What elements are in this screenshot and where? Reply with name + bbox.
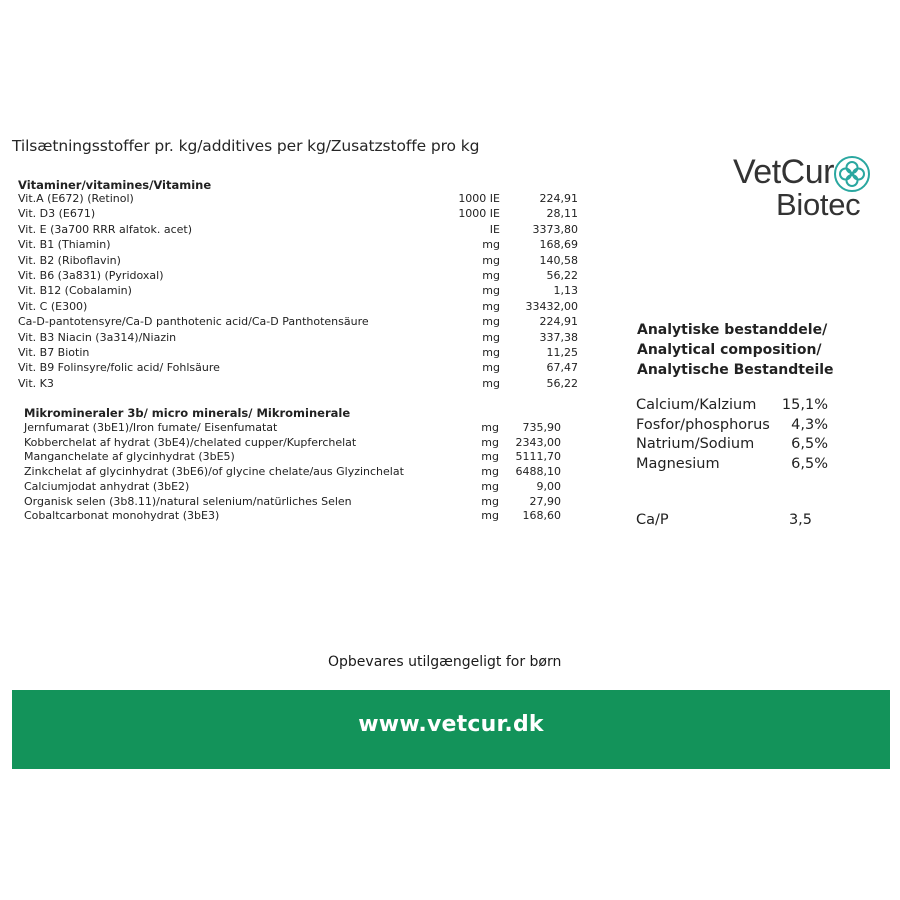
mineral-unit: mg bbox=[481, 465, 499, 479]
vitamin-value: 3373,80 bbox=[532, 222, 578, 236]
mineral-name: Zinkchelat af glycinhydrat (3bE6)/of glycine chelate/aus Glyzinchelat bbox=[24, 465, 404, 479]
vitamin-unit: mg bbox=[482, 284, 500, 298]
vitamin-name: Vit. K3 bbox=[18, 376, 54, 390]
logo-vetcur-text: VetCur bbox=[733, 153, 834, 191]
vitamin-name: Vit.A (E672) (Retinol) bbox=[18, 192, 134, 205]
vitamin-name: Vit. B12 (Cobalamin) bbox=[18, 284, 132, 298]
vitamin-row bbox=[18, 284, 578, 299]
mineral-value: 735,90 bbox=[522, 421, 561, 434]
vitamin-name: Vit. B1 (Thiamin) bbox=[18, 238, 111, 252]
vitamin-name: Vit. B7 Biotin bbox=[18, 346, 90, 359]
vitamin-row bbox=[18, 192, 578, 207]
analysis-heading-line: Analytiske bestanddele/ bbox=[637, 322, 828, 338]
vitamin-name: Vit. D3 (E671) bbox=[18, 207, 96, 221]
mineral-name: Calciumjodat anhydrat (3bE2) bbox=[24, 479, 190, 493]
vitamin-row bbox=[18, 346, 578, 361]
vitamin-unit: mg bbox=[482, 253, 500, 267]
mineral-unit: mg bbox=[481, 479, 499, 493]
vitamin-name: Vit. B9 Folinsyre/folic acid/ Fohlsäure bbox=[18, 361, 220, 375]
mineral-name: Jernfumarat (3bE1)/Iron fumate/ Eisenfumatat bbox=[24, 421, 278, 434]
vitamin-unit: mg bbox=[482, 361, 500, 375]
mineral-unit: mg bbox=[481, 450, 499, 464]
vitamin-name: Vit. E (3a700 RRR alfatok. acet) bbox=[18, 222, 193, 236]
ratio-value: 3,5 bbox=[788, 512, 812, 528]
vitamin-unit: mg bbox=[482, 238, 500, 252]
mineral-value: 5111,70 bbox=[515, 450, 561, 464]
mineral-value: 9,00 bbox=[536, 479, 561, 493]
mineral-row bbox=[24, 436, 561, 451]
analysis-heading bbox=[637, 320, 834, 380]
vitamin-value: 337,38 bbox=[539, 330, 578, 344]
analysis-value: 6,5% bbox=[791, 456, 828, 472]
analysis-heading-line: Analytical composition/ bbox=[637, 342, 822, 358]
analysis-value: 15,1% bbox=[781, 397, 828, 413]
vitamin-value: 1,13 bbox=[553, 284, 578, 298]
vitamin-row bbox=[18, 223, 578, 238]
vetcur-logo bbox=[733, 150, 883, 225]
analysis-name: Natrium/Sodium bbox=[636, 436, 755, 452]
footer-band bbox=[12, 690, 890, 769]
vitamin-row bbox=[18, 207, 578, 222]
logo-biotec-text: Biotec bbox=[776, 187, 861, 222]
analysis-name: Fosfor/phosphorus bbox=[636, 417, 770, 433]
vitamin-unit: 1000 IE bbox=[458, 207, 500, 221]
vitamin-value: 56,22 bbox=[546, 269, 578, 282]
vitamin-row bbox=[18, 377, 578, 392]
storage-note: Opbevares utilgængeligt for børn bbox=[328, 654, 562, 670]
vitamin-value: 11,25 bbox=[546, 346, 578, 359]
mineral-row bbox=[24, 495, 561, 510]
vitamin-row bbox=[18, 361, 578, 376]
vitamin-unit: mg bbox=[482, 269, 500, 282]
analysis-value: 6,5% bbox=[791, 436, 828, 452]
website-link[interactable]: www.vetcur.dk bbox=[358, 712, 544, 737]
vitamin-row bbox=[18, 269, 578, 284]
mineral-unit: mg bbox=[481, 421, 499, 434]
vitamin-name: Vit. B2 (Riboflavin) bbox=[18, 253, 121, 267]
vitamin-value: 28,11 bbox=[546, 207, 578, 221]
vitamin-row bbox=[18, 331, 578, 346]
mineral-unit: mg bbox=[481, 494, 499, 508]
vitamin-unit: mg bbox=[482, 299, 500, 313]
mineral-unit: mg bbox=[481, 435, 499, 449]
analysis-heading-line: Analytische Bestandteile bbox=[637, 362, 834, 378]
vitamin-value: 33432,00 bbox=[525, 299, 578, 313]
mineral-row bbox=[24, 421, 561, 436]
vitamin-name: Ca-D-pantotensyre/Ca-D panthotenic acid/Ca-D Panthotensäure bbox=[18, 315, 369, 329]
mineral-unit: mg bbox=[481, 509, 499, 523]
analysis-name: Magnesium bbox=[636, 456, 720, 472]
vitamin-unit: mg bbox=[482, 315, 500, 329]
mineral-row bbox=[24, 465, 561, 480]
minerals-heading: Mikromineraler 3b/ micro minerals/ Mikrominerale bbox=[24, 406, 351, 420]
vitamin-name: Vit. B3 Niacin (3a314)/Niazin bbox=[18, 330, 177, 344]
mineral-name: Organisk selen (3b8.11)/natural selenium/natürliches Selen bbox=[24, 494, 352, 508]
page-title: Tilsætningsstoffer pr. kg/additives per kg/Zusatzstoffe pro kg bbox=[12, 137, 480, 155]
mineral-row bbox=[24, 509, 561, 524]
mineral-row bbox=[24, 480, 561, 495]
mineral-name: Kobberchelat af hydrat (3bE4)/chelated cupper/Kupferchelat bbox=[24, 435, 357, 449]
vitamin-row bbox=[18, 315, 578, 330]
clover-icon bbox=[833, 155, 871, 193]
vitamin-value: 224,91 bbox=[539, 315, 578, 329]
analysis-value: 4,3% bbox=[791, 417, 828, 433]
mineral-value: 168,60 bbox=[522, 509, 561, 523]
ratio-name: Ca/P bbox=[636, 512, 669, 528]
vitamin-unit: mg bbox=[482, 346, 500, 359]
vitamin-unit: mg bbox=[482, 376, 500, 390]
mineral-row bbox=[24, 450, 561, 465]
mineral-value: 6488,10 bbox=[515, 465, 561, 479]
mineral-value: 27,90 bbox=[529, 494, 561, 508]
vitamin-value: 168,69 bbox=[539, 238, 578, 252]
vitamin-row bbox=[18, 300, 578, 315]
vitamin-row bbox=[18, 238, 578, 253]
mineral-value: 2343,00 bbox=[515, 435, 561, 449]
mineral-name: Cobaltcarbonat monohydrat (3bE3) bbox=[24, 509, 220, 523]
vitamins-heading: Vitaminer/vitamines/Vitamine bbox=[18, 178, 212, 192]
vitamin-name: Vit. C (E300) bbox=[18, 299, 88, 313]
analysis-name: Calcium/Kalzium bbox=[636, 397, 757, 413]
vitamin-value: 224,91 bbox=[539, 192, 578, 205]
vitamin-value: 140,58 bbox=[539, 253, 578, 267]
vitamin-unit: mg bbox=[482, 330, 500, 344]
vitamin-value: 56,22 bbox=[546, 376, 578, 390]
vitamin-row bbox=[18, 254, 578, 269]
vitamin-unit: 1000 IE bbox=[458, 192, 500, 205]
vitamin-name: Vit. B6 (3a831) (Pyridoxal) bbox=[18, 269, 164, 282]
vitamin-value: 67,47 bbox=[546, 361, 578, 375]
mineral-name: Manganchelate af glycinhydrat (3bE5) bbox=[24, 450, 235, 464]
vitamin-unit: IE bbox=[489, 222, 500, 236]
